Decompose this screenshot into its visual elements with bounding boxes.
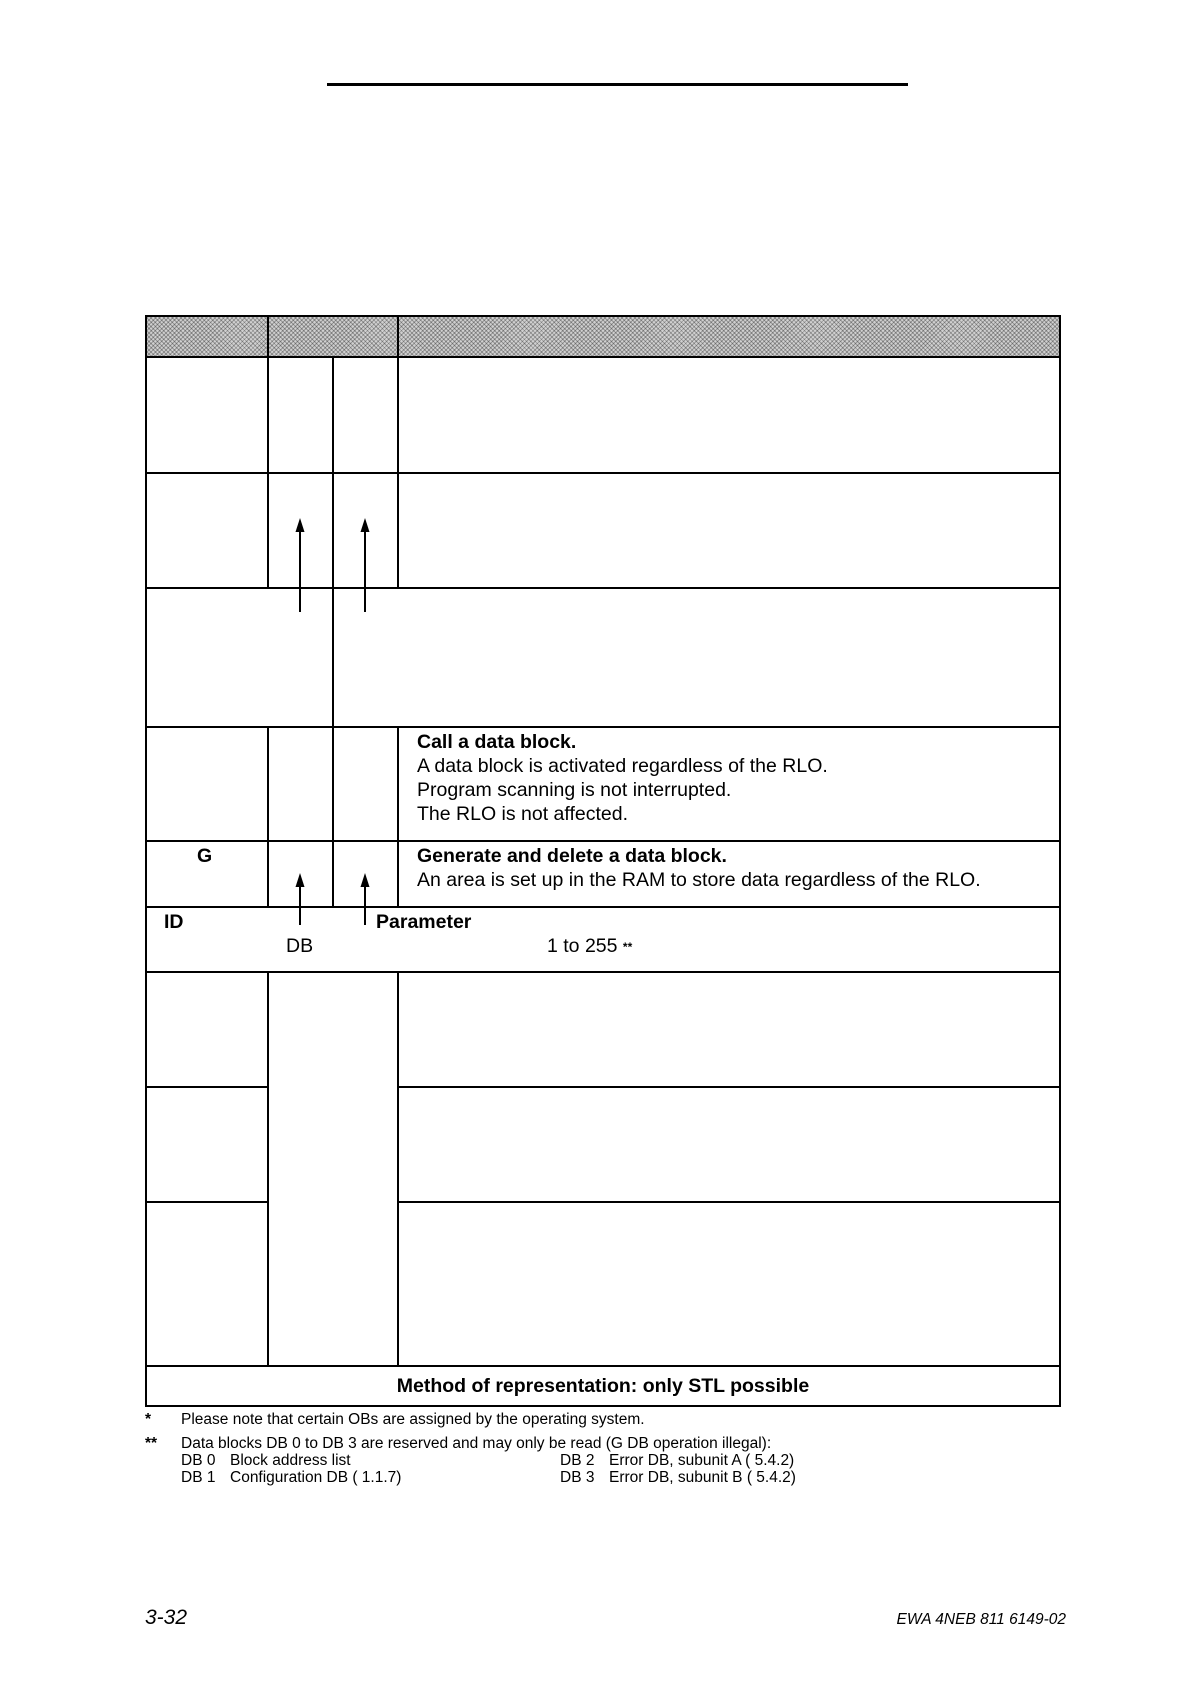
- col-div-g: [397, 840, 399, 906]
- operand-db: DB: [286, 935, 314, 957]
- row-sep-7b: [397, 1086, 1061, 1088]
- table-border-bottom: [145, 1405, 1061, 1407]
- method-of-representation: Method of representation: only STL possible: [396, 1375, 810, 1397]
- db0-desc: Block address list: [230, 1452, 351, 1469]
- call-line-1: A data block is activated regardless of the RLO.: [417, 755, 828, 777]
- footnote-1-mark: *: [145, 1411, 152, 1428]
- page-number: 3-32: [145, 1606, 188, 1629]
- col-div-e: [397, 726, 399, 841]
- row-sep-1: [145, 472, 1061, 474]
- db3-desc: Error DB, subunit B ( 5.4.2): [609, 1469, 796, 1486]
- table-border-left: [145, 315, 147, 1407]
- col-div-i: [397, 971, 399, 1366]
- up-arrow-icon: [358, 518, 372, 614]
- col-div-c: [397, 356, 399, 588]
- db1-desc: Configuration DB ( 1.1.7): [230, 1469, 402, 1486]
- row-sep-2: [145, 587, 1061, 589]
- row-sep-5: [145, 906, 1061, 908]
- row-sep-6: [145, 971, 1061, 973]
- db3-id: DB 3: [560, 1469, 595, 1486]
- id-label: ID: [164, 911, 184, 933]
- header-divider-2: [397, 315, 399, 357]
- call-line-2: Program scanning is not interrupted.: [417, 779, 732, 801]
- table-border-top: [145, 315, 1061, 317]
- row-sep-8b: [397, 1201, 1061, 1203]
- row-sep-8a: [145, 1201, 268, 1203]
- generate-line: An area is set up in the RAM to store data regardless of the RLO.: [417, 869, 981, 891]
- up-arrow-icon: [293, 873, 307, 927]
- call-title: Call a data block.: [417, 731, 577, 753]
- header-rule: [327, 83, 908, 86]
- range-value: 1 to 255: [547, 935, 618, 957]
- table-header-hatch: [146, 316, 1060, 356]
- col-div-a: [267, 356, 269, 588]
- up-arrow-icon: [358, 873, 372, 927]
- db2-id: DB 2: [560, 1452, 595, 1469]
- col-div-b: [332, 356, 334, 907]
- generate-title: Generate and delete a data block.: [417, 845, 727, 867]
- parameter-label: Parameter: [376, 911, 472, 933]
- db2-desc: Error DB, subunit A ( 5.4.2): [609, 1452, 795, 1469]
- db1-id: DB 1: [181, 1469, 216, 1486]
- row-sep-7a: [145, 1086, 268, 1088]
- row-sep-3: [145, 726, 1061, 728]
- header-divider-1: [267, 315, 269, 357]
- col-div-d: [267, 726, 269, 841]
- col-div-f: [267, 840, 269, 906]
- row-sep-4: [145, 840, 1061, 842]
- parameter-range: [547, 934, 632, 959]
- col-div-h: [267, 971, 269, 1366]
- row-sep-9: [145, 1365, 1061, 1367]
- db0-id: DB 0: [181, 1452, 216, 1469]
- footnote-2-text: Data blocks DB 0 to DB 3 are reserved and may only be read (G DB operation illegal):: [181, 1435, 772, 1452]
- footnote-1-text: Please note that certain OBs are assigned by the operating system.: [181, 1411, 645, 1428]
- header-row-bottom: [145, 356, 1061, 358]
- call-line-3: The RLO is not affected.: [417, 803, 629, 825]
- table-border-right: [1059, 315, 1061, 1407]
- up-arrow-icon: [293, 518, 307, 614]
- footnote-2-mark: **: [145, 1435, 158, 1452]
- range-mark: **: [622, 940, 633, 954]
- document-code: EWA 4NEB 811 6149-02: [896, 1611, 1066, 1628]
- generate-operation: G: [197, 845, 213, 867]
